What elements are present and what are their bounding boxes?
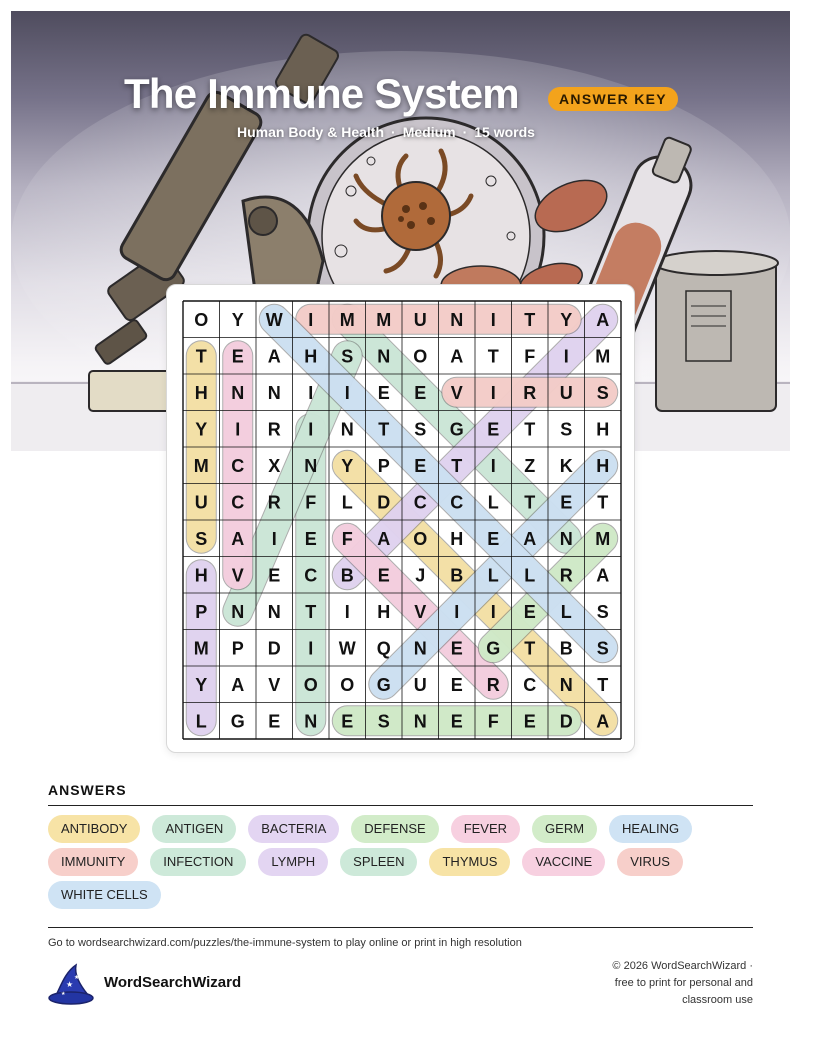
answers-heading: ANSWERS <box>48 782 127 798</box>
subtitle-category: Human Body & Health <box>237 124 385 140</box>
grid-letter: I <box>308 638 314 659</box>
grid-letter: A <box>596 309 610 330</box>
puzzle-grid-card <box>166 284 635 753</box>
grid-letter: Y <box>560 309 573 330</box>
grid-letter: O <box>340 674 355 695</box>
copyright-line: free to print for personal and <box>614 977 753 989</box>
grid-letter: V <box>268 674 281 695</box>
answer-chip-infection: INFECTION <box>150 848 246 876</box>
grid-letter: P <box>377 455 390 476</box>
grid-letter: T <box>524 638 536 659</box>
subtitle-separator: · <box>391 124 396 140</box>
grid-letter: N <box>340 419 354 440</box>
grid-letter: I <box>308 419 314 440</box>
grid-letter: M <box>376 309 392 330</box>
grid-letter: H <box>194 382 208 403</box>
grid-letter: H <box>304 346 318 367</box>
grid-letter: W <box>265 309 283 330</box>
grid-letter: S <box>560 419 573 440</box>
grid-letter: V <box>414 601 427 622</box>
answer-chip-healing: HEALING <box>609 815 692 843</box>
grid-letter: K <box>559 455 573 476</box>
grid-letter: N <box>267 382 281 403</box>
grid-letter: E <box>487 528 500 549</box>
grid-letter: A <box>596 711 610 732</box>
grid-letter: E <box>341 711 354 732</box>
grid-letter: Y <box>231 309 244 330</box>
grid-letter: U <box>559 382 573 403</box>
grid-letter: T <box>451 455 463 476</box>
grid-letter: H <box>377 601 391 622</box>
copyright-line: © 2026 WordSearchWizard · <box>612 960 753 972</box>
answer-chip-thymus: THYMUS <box>429 848 510 876</box>
answer-chip-bacteria: BACTERIA <box>248 815 339 843</box>
answer-chip-virus: VIRUS <box>617 848 683 876</box>
grid-letter: Y <box>195 419 208 440</box>
subtitle-separator: · <box>462 124 468 140</box>
grid-letter: L <box>195 711 207 732</box>
grid-letter: M <box>595 346 611 367</box>
grid-letter: O <box>413 346 428 367</box>
grid-letter: A <box>267 346 281 367</box>
grid-letter: E <box>414 455 427 476</box>
grid-letter: L <box>524 565 536 586</box>
grid-letter: A <box>377 528 391 549</box>
grid-letter: S <box>596 638 609 659</box>
grid-letter: T <box>378 419 390 440</box>
grid-letter: R <box>267 419 281 440</box>
grid-letter: T <box>487 346 499 367</box>
grid-letter: H <box>194 565 208 586</box>
grid-letter: C <box>231 492 245 513</box>
grid-letter: G <box>230 711 245 732</box>
grid-letter: N <box>413 711 427 732</box>
grid-letter: N <box>559 674 573 695</box>
grid-letter: L <box>487 565 499 586</box>
grid-letter: A <box>596 565 610 586</box>
answer-chip-spleen: SPLEEN <box>340 848 417 876</box>
grid-letter: J <box>415 565 426 586</box>
grid-letter: R <box>523 382 537 403</box>
answer-chip-antibody: ANTIBODY <box>48 815 140 843</box>
grid-letter: C <box>231 455 245 476</box>
svg-text:★: ★ <box>74 974 80 981</box>
grid-letter: F <box>487 711 499 732</box>
grid-letter: I <box>344 601 350 622</box>
grid-letter: P <box>195 601 208 622</box>
grid-letter: E <box>377 565 390 586</box>
brand-name: WordSearchWizard <box>104 974 242 991</box>
grid-letter: S <box>596 601 609 622</box>
grid-letter: L <box>560 601 572 622</box>
grid-letter: O <box>413 528 428 549</box>
puzzle-subtitle <box>237 124 535 140</box>
grid-letter: G <box>486 638 501 659</box>
answer-chip-immunity: IMMUNITY <box>48 848 138 876</box>
grid-letter: E <box>450 711 463 732</box>
grid-letter: I <box>490 382 496 403</box>
grid-letter: B <box>450 565 464 586</box>
footer-link-text: Go to wordsearchwizard.com/puzzles/the-immune-system to play online or print in high resolution <box>48 937 522 949</box>
grid-letter: F <box>305 492 317 513</box>
grid-letter: D <box>267 638 281 659</box>
grid-letter: V <box>231 565 244 586</box>
answer-chip-lymph: LYMPH <box>258 848 328 876</box>
grid-letter: U <box>413 674 427 695</box>
beaker-icon <box>654 251 778 411</box>
grid-letter: T <box>524 309 536 330</box>
grid-letter: R <box>267 492 281 513</box>
footer-divider <box>48 927 753 928</box>
grid-letter: H <box>450 528 464 549</box>
grid-letter: E <box>487 419 500 440</box>
grid-letter: S <box>414 419 427 440</box>
grid-letter: E <box>523 601 536 622</box>
grid-letter: I <box>308 309 314 330</box>
grid-letter: N <box>231 382 245 403</box>
grid-letter: N <box>559 528 573 549</box>
svg-text:★: ★ <box>61 991 66 997</box>
grid-letter: O <box>194 309 209 330</box>
grid-letter: A <box>523 528 537 549</box>
grid-letter: L <box>487 492 499 513</box>
grid-letter: E <box>560 492 573 513</box>
grid-letter: C <box>413 492 427 513</box>
grid-letter: F <box>524 346 536 367</box>
grid-letter: N <box>450 309 464 330</box>
grid-letter: C <box>450 492 464 513</box>
grid-letter: U <box>413 309 427 330</box>
answer-chip-germ: GERM <box>532 815 597 843</box>
grid-letter: M <box>193 455 209 476</box>
grid-letter: T <box>524 492 536 513</box>
grid-letter: I <box>308 382 314 403</box>
grid-letter: D <box>377 492 391 513</box>
grid-letter: N <box>377 346 391 367</box>
grid-letter: P <box>231 638 244 659</box>
grid-letter: I <box>490 455 496 476</box>
grid-letter: Y <box>341 455 354 476</box>
grid-letter: A <box>231 674 245 695</box>
grid-letter: T <box>195 346 207 367</box>
answer-list <box>48 815 754 914</box>
grid-letter: N <box>413 638 427 659</box>
grid-letter: G <box>449 419 464 440</box>
grid-letter: C <box>523 674 537 695</box>
grid-letter: I <box>454 601 460 622</box>
grid-letter: T <box>597 492 609 513</box>
grid-letter: A <box>231 528 245 549</box>
grid-letter: E <box>450 638 463 659</box>
grid-letter: R <box>559 565 573 586</box>
grid-letter: I <box>563 346 569 367</box>
svg-text:★: ★ <box>66 980 74 989</box>
answer-chip-antigen: ANTIGEN <box>152 815 236 843</box>
grid-letter: M <box>595 528 611 549</box>
grid-letter: H <box>596 419 610 440</box>
grid-letter: I <box>490 309 496 330</box>
subtitle-difficulty: Medium <box>402 124 456 140</box>
grid-letter: X <box>268 455 281 476</box>
grid-letter: E <box>377 382 390 403</box>
grid-letter: E <box>268 565 281 586</box>
grid-letter: E <box>268 711 281 732</box>
page-title: The Immune System <box>124 70 519 117</box>
grid-letter: T <box>524 419 536 440</box>
grid-letter: Y <box>195 674 208 695</box>
grid-letter: T <box>305 601 317 622</box>
answers-divider <box>48 805 753 806</box>
grid-letter: I <box>271 528 277 549</box>
puzzle-grid <box>167 285 636 754</box>
grid-letter: F <box>341 528 353 549</box>
grid-letter: O <box>303 674 318 695</box>
grid-letter: C <box>304 565 318 586</box>
grid-letter: E <box>414 382 427 403</box>
grid-letter: M <box>193 638 209 659</box>
copyright-line: classroom use <box>682 994 753 1006</box>
grid-letter: T <box>597 674 609 695</box>
grid-letter: B <box>340 565 354 586</box>
grid-letter: I <box>344 382 350 403</box>
grid-letter: H <box>596 455 610 476</box>
grid-letter: N <box>267 601 281 622</box>
grid-letter: E <box>304 528 317 549</box>
grid-letter: E <box>231 346 244 367</box>
grid-letter: G <box>376 674 391 695</box>
answer-chip-white-cells: WHITE CELLS <box>48 881 161 909</box>
wizard-hat-icon <box>46 963 94 1005</box>
answer-chip-fever: FEVER <box>451 815 520 843</box>
grid-letter: S <box>596 382 609 403</box>
subtitle-word-count: 15 words <box>474 124 535 140</box>
grid-letter: N <box>231 601 245 622</box>
grid-letter: D <box>559 711 573 732</box>
grid-letter: V <box>450 382 463 403</box>
grid-letter: N <box>304 711 318 732</box>
grid-letter: L <box>341 492 353 513</box>
grid-letter: R <box>486 674 500 695</box>
grid-letter: U <box>194 492 208 513</box>
grid-letter: Z <box>524 455 536 476</box>
grid-letter: E <box>523 711 536 732</box>
grid-letter: Q <box>376 638 391 659</box>
grid-letter: S <box>377 711 390 732</box>
answer-key-badge: ANSWER KEY <box>548 87 678 111</box>
grid-letter: M <box>339 309 355 330</box>
grid-letter: A <box>450 346 464 367</box>
grid-letter: S <box>195 528 208 549</box>
grid-letter: N <box>304 455 318 476</box>
grid-letter: I <box>235 419 241 440</box>
grid-letter: I <box>490 601 496 622</box>
grid-letter: W <box>338 638 356 659</box>
grid-letter: B <box>559 638 573 659</box>
answer-chip-defense: DEFENSE <box>351 815 438 843</box>
copyright-text <box>553 958 753 1009</box>
grid-letter: E <box>450 674 463 695</box>
answer-chip-vaccine: VACCINE <box>522 848 605 876</box>
grid-letter: S <box>341 346 354 367</box>
